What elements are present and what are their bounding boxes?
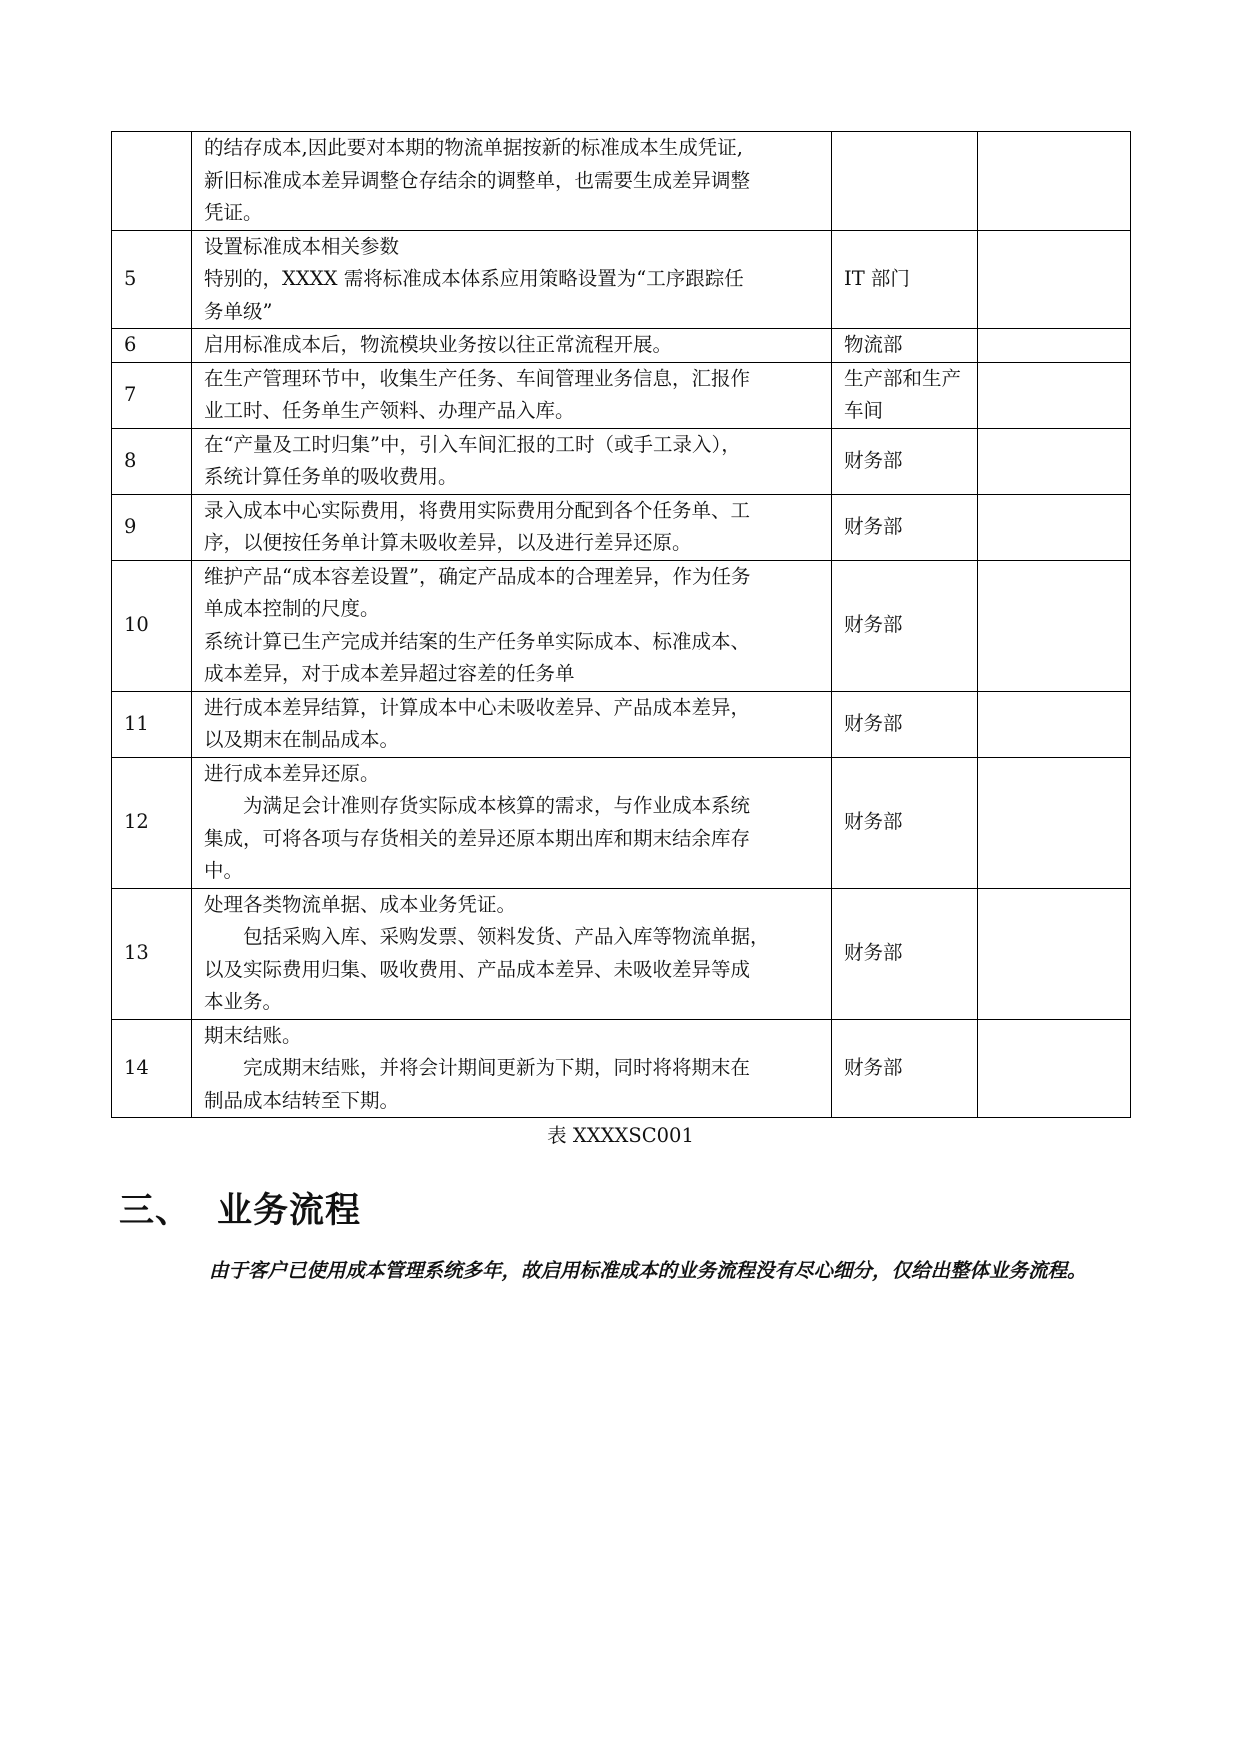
step-description xyxy=(192,428,832,494)
steps-table-body xyxy=(112,132,1131,1118)
remarks-cell xyxy=(978,230,1131,329)
description-line: 处理各类物流单据、成本业务凭证。 xyxy=(204,892,517,916)
step-description xyxy=(192,362,832,428)
description-line: 以及实际费用归集、吸收费用、产品成本差异、未吸收差异等成 xyxy=(204,957,751,981)
step-description xyxy=(192,494,832,560)
step-number: 6 xyxy=(112,329,192,363)
table-row xyxy=(112,560,1131,691)
description-line: 务单级” xyxy=(204,299,273,323)
table-row xyxy=(112,329,1131,363)
description-line: 以及期末在制品成本。 xyxy=(204,728,400,751)
description-line: 的结存成本,因此要对本期的物流单据按新的标准成本生成凭证, xyxy=(204,136,743,159)
step-number: 9 xyxy=(112,494,192,560)
responsible-department: 物流部 xyxy=(832,329,978,363)
step-description xyxy=(192,329,832,363)
responsible-department: 生产部和生产车间 xyxy=(832,362,978,428)
step-number: 7 xyxy=(112,362,192,428)
remarks-cell xyxy=(978,757,1131,888)
table-row xyxy=(112,428,1131,494)
responsible-department: 财务部 xyxy=(832,428,978,494)
step-description xyxy=(192,132,832,231)
responsible-department: 财务部 xyxy=(832,560,978,691)
step-description xyxy=(192,230,832,329)
description-line: 集成，可将各项与存货相关的差异还原本期出库和期末结余库存 xyxy=(204,826,751,850)
step-description xyxy=(192,888,832,1019)
table-caption: 表 XXXXSC001 xyxy=(547,1124,694,1147)
table-row xyxy=(112,494,1131,560)
description-line: 中。 xyxy=(204,859,244,882)
remarks-cell xyxy=(978,362,1131,428)
table-row xyxy=(112,757,1131,888)
description-line: 本业务。 xyxy=(204,990,283,1013)
description-line: 制品成本结转至下期。 xyxy=(204,1088,400,1112)
description-line: 进行成本差异还原。 xyxy=(204,761,380,785)
section-title: 业务流程 xyxy=(217,1191,362,1231)
description-line: 系统计算已生产完成并结案的生产任务单实际成本、标准成本、 xyxy=(204,629,751,653)
section-number: 三、 xyxy=(119,1191,192,1231)
remarks-cell xyxy=(978,428,1131,494)
step-description xyxy=(192,560,832,691)
description-line: 完成期末结账，并将会计期间更新为下期，同时将将期末在 xyxy=(243,1056,751,1079)
table-row xyxy=(112,132,1131,231)
description-line: 特别的，XXXX 需将标准成本体系应用策略设置为“工序跟踪任 xyxy=(204,267,744,290)
description-line: 启用标准成本后，物流模块业务按以往正常流程开展。 xyxy=(204,333,673,356)
section-intro: 由于客户已使用成本管理系统多年，故启用标准成本的业务流程没有尽心细分，仅给出整体业务流程。 xyxy=(209,1259,1087,1282)
responsible-department: 财务部 xyxy=(832,888,978,1019)
description-line: 系统计算任务单的吸收费用。 xyxy=(204,465,458,488)
table-row xyxy=(112,362,1131,428)
step-number: 5 xyxy=(112,230,192,329)
remarks-cell xyxy=(978,494,1131,560)
description-line: 凭证。 xyxy=(204,201,263,224)
step-description xyxy=(192,757,832,888)
responsible-department: 财务部 xyxy=(832,757,978,888)
description-line: 单成本控制的尺度。 xyxy=(204,597,380,620)
step-number: 10 xyxy=(112,560,192,691)
remarks-cell xyxy=(978,132,1131,231)
remarks-cell xyxy=(978,560,1131,691)
description-line: 业工时、任务单生产领料、办理产品入库。 xyxy=(204,399,575,422)
description-line: 成本差异，对于成本差异超过容差的任务单 xyxy=(204,662,575,685)
description-line: 新旧标准成本差异调整仓存结余的调整单，也需要生成差异调整 xyxy=(204,168,751,192)
step-number: 12 xyxy=(112,757,192,888)
remarks-cell xyxy=(978,1019,1131,1118)
table-row xyxy=(112,888,1131,1019)
responsible-department: 财务部 xyxy=(832,494,978,560)
remarks-cell xyxy=(978,329,1131,363)
description-line: 序，以便按任务单计算未吸收差异，以及进行差异还原。 xyxy=(204,531,692,554)
description-line: 包括采购入库、采购发票、领料发货、产品入库等物流单据， xyxy=(243,925,770,948)
process-steps-table xyxy=(111,131,1131,1118)
remarks-cell xyxy=(978,888,1131,1019)
responsible-department: 财务部 xyxy=(832,1019,978,1118)
description-line: 期末结账。 xyxy=(204,1023,302,1047)
description-line: 在“产量及工时归集”中，引入车间汇报的工时（或手工录入）， xyxy=(204,432,741,456)
description-line: 为满足会计准则存货实际成本核算的需求，与作业成本系统 xyxy=(243,794,751,817)
responsible-department: IT 部门 xyxy=(832,230,978,329)
table-row xyxy=(112,230,1131,329)
table-row xyxy=(112,1019,1131,1118)
remarks-cell xyxy=(978,691,1131,757)
step-number xyxy=(112,132,192,231)
table-row xyxy=(112,691,1131,757)
responsible-department xyxy=(832,132,978,231)
step-number: 14 xyxy=(112,1019,192,1118)
step-description xyxy=(192,1019,832,1118)
step-number: 8 xyxy=(112,428,192,494)
description-line: 在生产管理环节中，收集生产任务、车间管理业务信息，汇报作 xyxy=(204,366,751,390)
description-line: 设置标准成本相关参数 xyxy=(204,234,400,258)
description-line: 维护产品“成本容差设置”，确定产品成本的合理差异，作为任务 xyxy=(204,564,751,588)
description-line: 进行成本差异结算，计算成本中心未吸收差异、产品成本差异， xyxy=(204,695,751,719)
step-number: 11 xyxy=(112,691,192,757)
step-number: 13 xyxy=(112,888,192,1019)
responsible-department: 财务部 xyxy=(832,691,978,757)
description-line: 录入成本中心实际费用，将费用实际费用分配到各个任务单、工 xyxy=(204,498,751,522)
section-heading xyxy=(119,1186,361,1236)
step-description xyxy=(192,691,832,757)
